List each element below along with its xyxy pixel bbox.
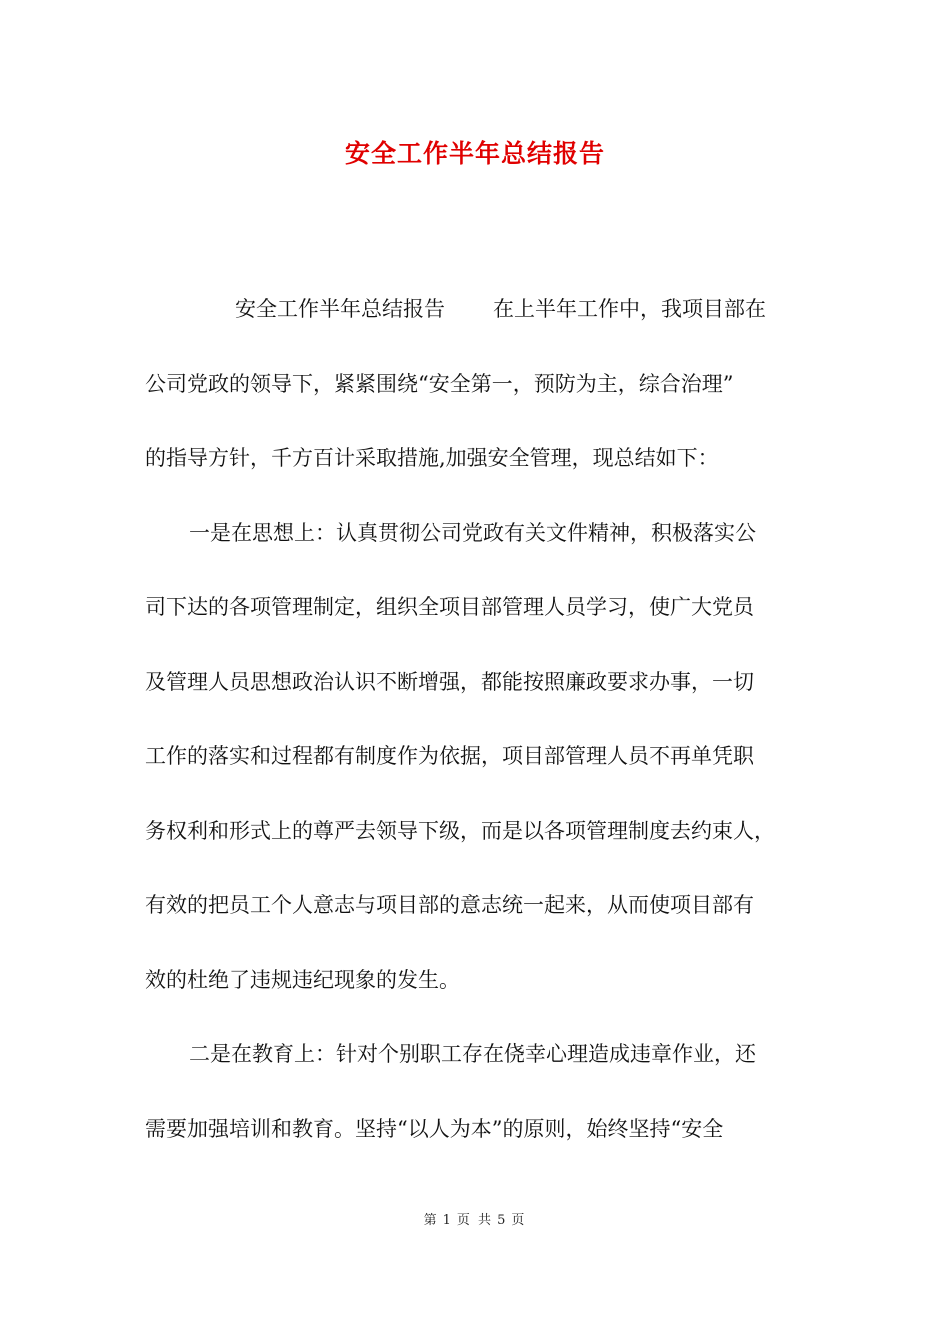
para1-line: 有效的把员工个人意志与项目部的意志统一起来，从而使项目部有 [145,893,754,917]
intro-inline-heading: 安全工作半年总结报告 [235,297,445,321]
intro-line-3: 的指导方针，千方百计采取措施,加强安全管理，现总结如下： [145,446,719,470]
intro-line-1 [145,272,810,347]
footer-total-pages: 5 [497,1213,508,1228]
para1-line: 及管理人员思想政治认识不断增强，都能按照廉政要求办事，一切 [145,669,754,694]
document-body [145,272,810,1166]
footer-label-of: 页 共 [456,1213,494,1228]
footer-label-end: 页 [511,1213,527,1228]
intro-text: 在上半年工作中，我项目部在 [493,297,766,321]
para1-line: 一是在思想上：认真贯彻公司党政有关文件精神，积极落实公 [189,520,756,545]
para1-line: 工作的落实和过程都有制度作为依据，项目部管理人员不再单凭职 [145,744,754,768]
page-footer [0,1209,950,1228]
para1-line: 司下达的各项管理制定，组织全项目部管理人员学习，使广大党员 [145,595,754,619]
footer-label-page: 第 [423,1213,439,1228]
intro-line-2: 公司党政的领导下，紧紧围绕“安全第一，预防为主，综合治理” [145,371,734,396]
para1-line: 务权利和形式上的尊严去领导下级，而是以各项管理制度去约束人， [145,818,775,843]
footer-current-page: 1 [442,1213,453,1228]
para1-line: 效的杜绝了违规违纪现象的发生。 [145,967,460,992]
para2-line: 二是在教育上：针对个别职工存在侥幸心理造成违章作业，还 [189,1042,756,1066]
para2-line: 需要加强培训和教育。坚持“以人为本”的原则，始终坚持“安全 [145,1116,724,1141]
document-title: 安全工作半年总结报告 [344,139,605,168]
